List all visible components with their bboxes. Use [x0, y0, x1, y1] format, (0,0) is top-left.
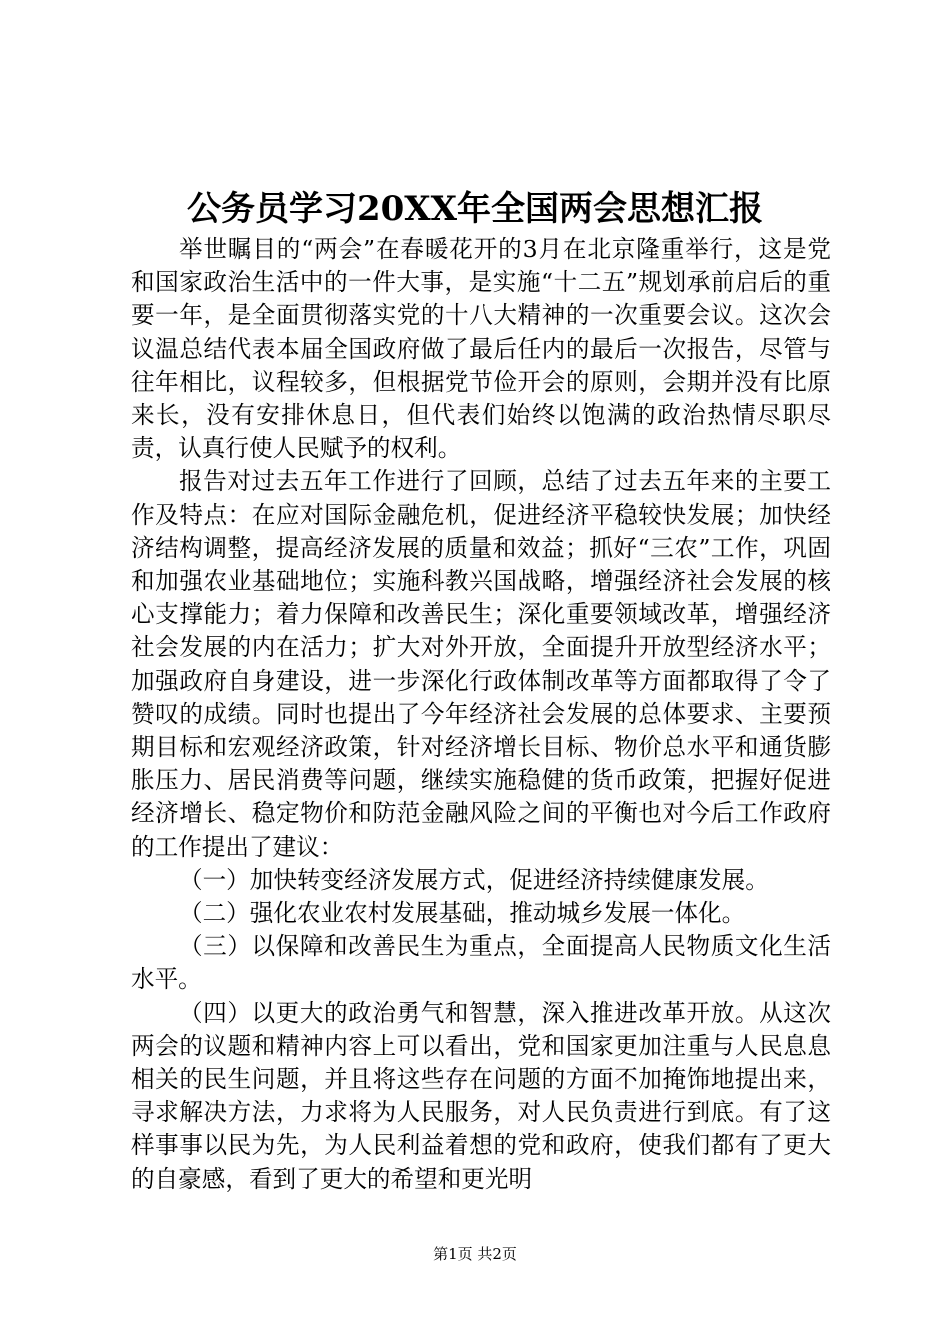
paragraph-item-2: （二）强化农业农村发展基础，推动城乡发展一体化。: [179, 899, 746, 928]
page-footer: 第1页 共2页: [433, 1245, 517, 1263]
paragraph-intro: 举世瞩目的“两会”在春暖花开的3月在北京隆重举行，这是党和国家政治生活中的一件大事，是实施“十二五”规划承前启后的重要一年，是全面贯彻落实党的十八大精神的一次重要会议。这次会议温总结代表本届全国政府做了最后任内的最后一次报告，尽管与往年相比，议程较多，但根据党节俭开会的原则，会期并没有比原来长，没有安排休息日，但代表们始终以饱满的政治热情尽职尽责，认真行使人民赋予的权利。: [131, 235, 831, 463]
document-body: [131, 233, 831, 1196]
paragraph-item-1: （一）加快转变经济发展方式，促进经济持续健康发展。: [179, 865, 769, 894]
paragraph-item-4: （四）以更大的政治勇气和智慧，深入推进改革开放。从这次两会的议题和精神内容上可以看出，党和国家更加注重与人民息息相关的民生问题，并且将这些存在问题的方面不加掩饰地提出来，寻求解决方法，力求将为人民服务，对人民负责进行到底。有了这样事事以民为先，为人民利益着想的党和政府，使我们都有了更大的自豪感，看到了更大的希望和更光明: [131, 998, 831, 1193]
paragraph-item-3: （三）以保障和改善民生为重点，全面提高人民物质文化生活水平。: [131, 932, 831, 994]
paragraph-report-summary: 报告对过去五年工作进行了回顾，总结了过去五年来的主要工作及特点：在应对国际金融危机，促进经济平稳较快发展；加快经济结构调整，提高经济发展的质量和效益；抓好“三农”工作，巩固和加强农业基础地位；实施科教兴国战略，增强经济社会发展的核心支撑能力；着力保障和改善民生；深化重要领域改革，增强经济社会发展的内在活力；扩大对外开放，全面提升开放型经济水平；加强政府自身建设，进一步深化行政体制改革等方面都取得了令了赞叹的成绩。同时也提出了今年经济社会发展的总体要求、主要预期目标和宏观经济政策，针对经济增长目标、物价总水平和通货膨胀压力、居民消费等问题，继续实施稳健的货币政策，把握好促进经济增长、稳定物价和防范金融风险之间的平衡也对今后工作政府的工作提出了建议：: [131, 467, 831, 861]
document-title: 公务员学习20XX年全国两会思想汇报: [186, 189, 764, 229]
